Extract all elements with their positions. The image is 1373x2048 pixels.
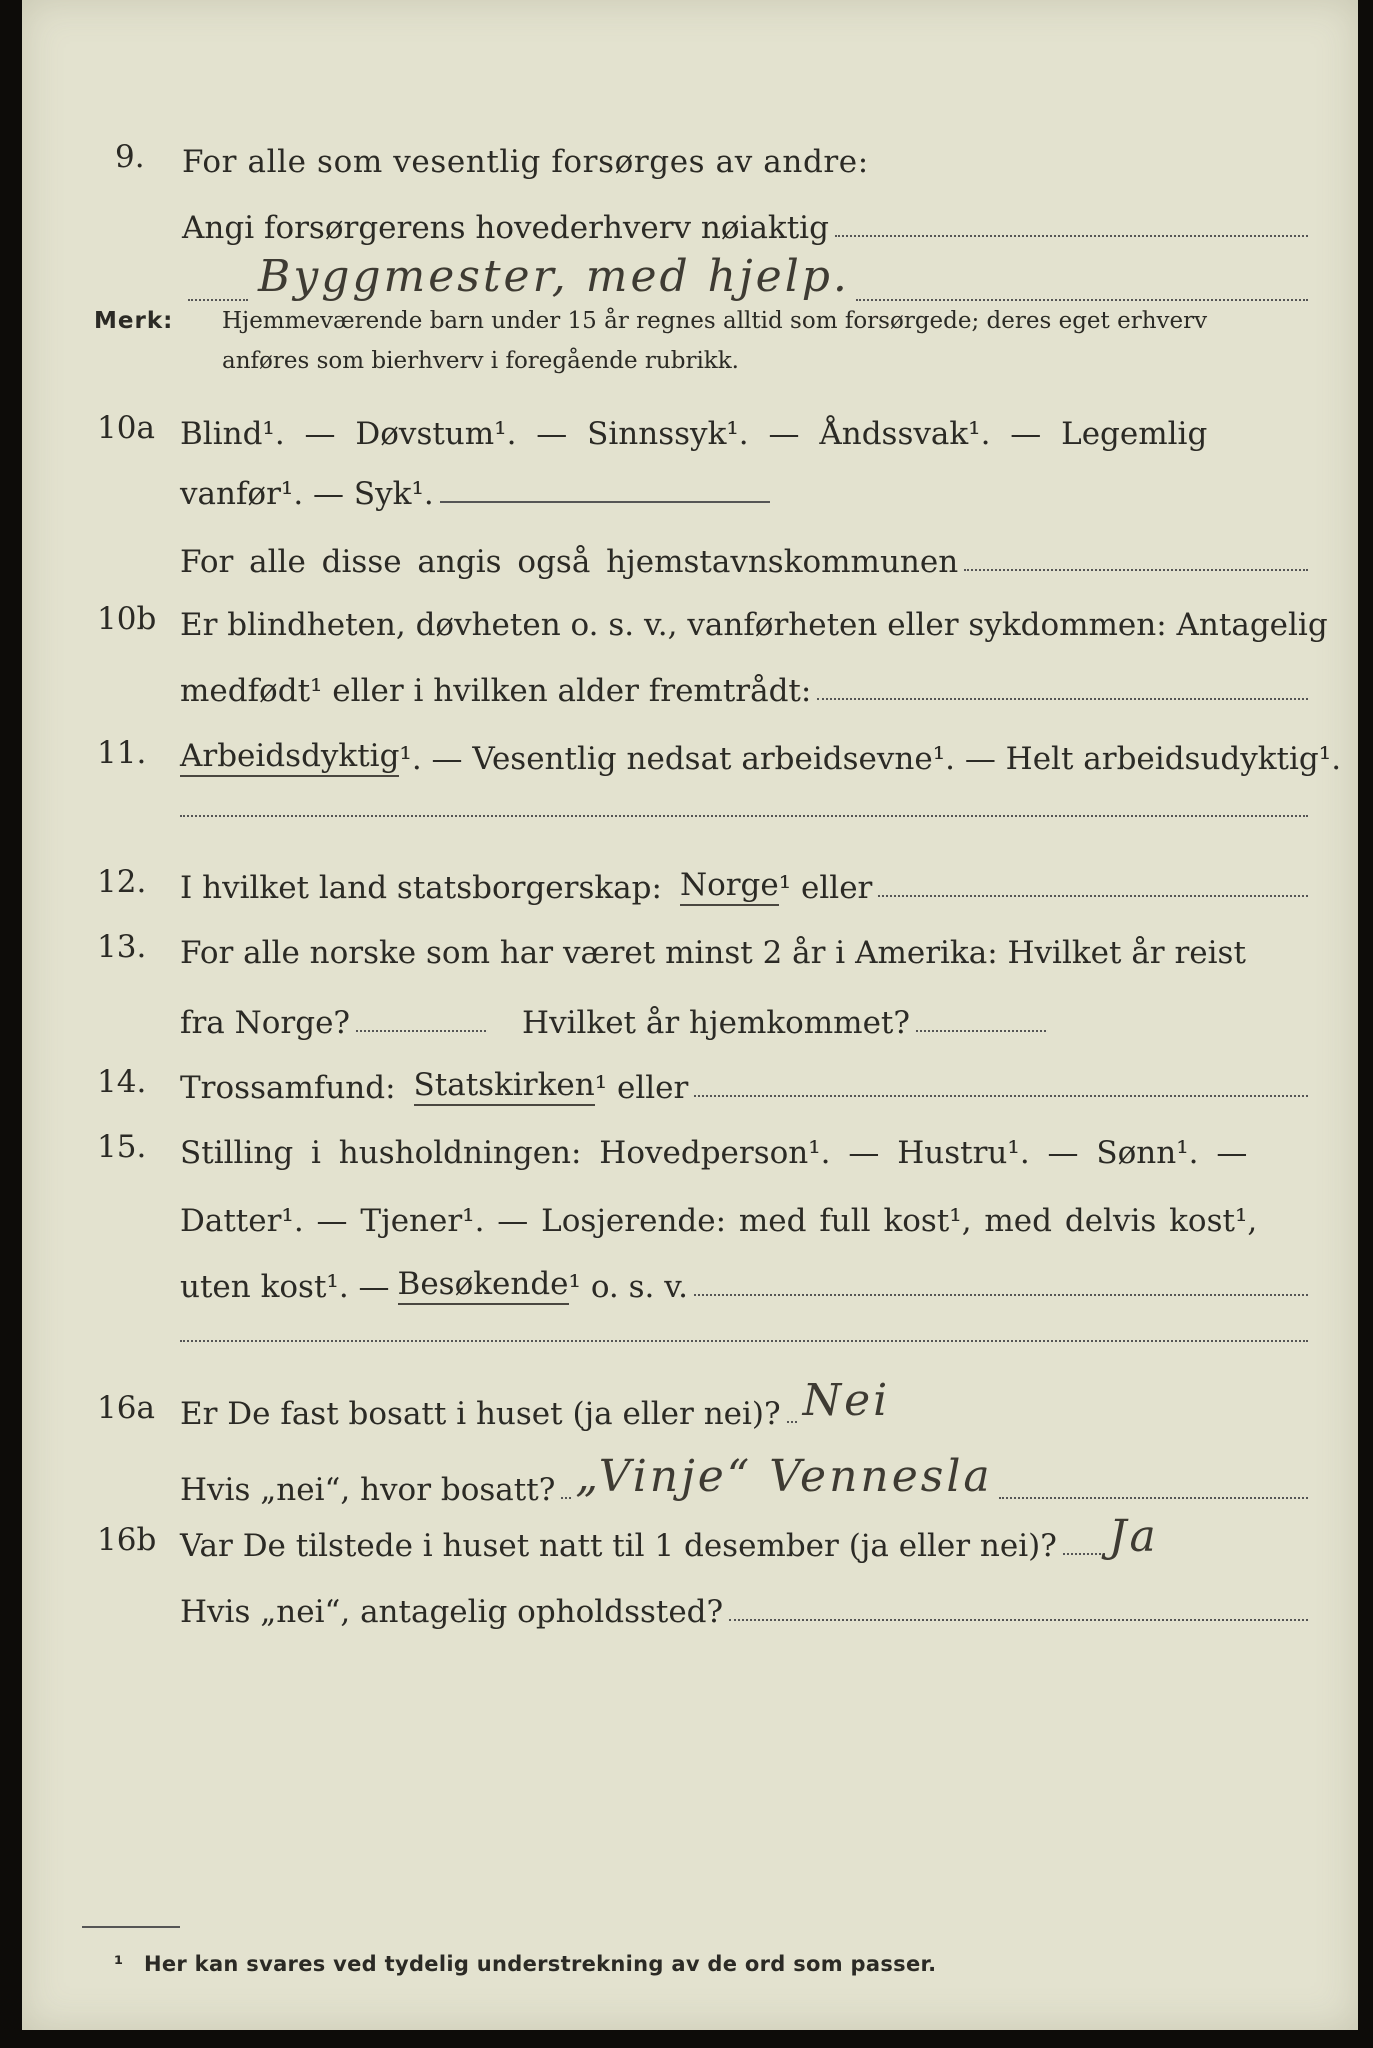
q10a-syk-answer-line bbox=[440, 500, 770, 503]
q16b-line-1[interactable] bbox=[180, 1511, 1318, 1564]
q14-line[interactable] bbox=[180, 1056, 1308, 1106]
q15-line-3[interactable] bbox=[180, 1255, 1308, 1305]
q10b-text-1: Er blindheten, døvheten o. s. v., vanførheten eller sykdommen: Antagelig bbox=[180, 607, 1328, 643]
q12-number: 12. bbox=[97, 864, 147, 900]
q16a-text-1: Er De fast bosatt i huset (ja eller nei)? bbox=[180, 1396, 781, 1432]
q9-prompt: Angi forsørgerens hovederhverv nøiaktig bbox=[182, 210, 829, 246]
q16a-dotted-line bbox=[999, 1496, 1308, 1499]
q10b-number: 10b bbox=[97, 601, 157, 637]
q13-text-1: For alle norske som har været minst 2 år i Amerika: Hvilket år reist bbox=[180, 935, 1246, 971]
q13-hjemkommet-dotted-line bbox=[916, 1029, 1046, 1032]
q15-answer-line[interactable] bbox=[180, 1305, 1308, 1351]
q16b-line-2[interactable] bbox=[180, 1580, 1308, 1630]
q9-title-line bbox=[182, 130, 1278, 180]
merk-line-2 bbox=[222, 338, 1318, 374]
q16a-bosatt-handwriting: „Vinje“ Vennesla bbox=[575, 1451, 993, 1502]
q13-reist-dotted-line bbox=[356, 1029, 486, 1032]
q10a-line-3[interactable] bbox=[180, 530, 1308, 580]
q10a-number: 10a bbox=[97, 410, 155, 446]
q16b-number: 16b bbox=[97, 1522, 157, 1558]
q10a-text-2: vanfør¹. — Syk¹. bbox=[180, 476, 434, 512]
q11-text: ¹. — Vesentlig nedsat arbeidsevne¹. — Helt arbeidsudyktig¹. bbox=[399, 741, 1342, 777]
q13-hjemkommet: Hvilket år hjemkommet? bbox=[522, 1005, 911, 1041]
q16a-answer-handwriting: Nei bbox=[802, 1375, 891, 1426]
q9-prompt-line bbox=[182, 196, 1308, 246]
q16a-line-2[interactable] bbox=[180, 1452, 1308, 1508]
q9-title: For alle som vesentlig forsørges av andre: bbox=[182, 144, 869, 180]
q10b-text-2: medfødt¹ eller i hvilken alder fremtrådt: bbox=[180, 673, 812, 709]
census-form-page bbox=[22, 0, 1358, 2030]
q10b-line-2[interactable] bbox=[180, 659, 1308, 709]
q11-arbeidsdyktig-underlined: Arbeidsdyktig bbox=[180, 738, 399, 777]
q11-answer-line[interactable] bbox=[180, 780, 1308, 826]
q15-text-1: Stilling i husholdningen: Hovedperson¹. — Hustru¹. — Sønn¹. — bbox=[180, 1135, 1248, 1171]
q10b-dotted-line bbox=[817, 697, 1308, 700]
q12-dotted-line bbox=[878, 894, 1308, 897]
q15-extra-dotted-line bbox=[180, 1339, 1308, 1342]
q10a-hjemstavn-dotted-line bbox=[964, 568, 1308, 571]
merk-text-2: anføres som bierhverv i foregående rubrikk. bbox=[222, 348, 739, 374]
q9-number: 9. bbox=[115, 139, 145, 175]
q16a-text-2: Hvis „nei“, hvor bosatt? bbox=[180, 1472, 556, 1508]
q9-answer-handwriting: Byggmester, med hjelp. bbox=[258, 251, 850, 302]
q13-line-1 bbox=[180, 921, 1318, 971]
q16a-line-1[interactable] bbox=[180, 1375, 1318, 1432]
q14-number: 14. bbox=[97, 1064, 147, 1100]
q15-number: 15. bbox=[97, 1129, 147, 1165]
q10a-line-2[interactable] bbox=[180, 462, 1318, 512]
merk-line-1 bbox=[94, 298, 1318, 334]
q12-text-2: ¹ eller bbox=[778, 870, 873, 906]
q11-number: 11. bbox=[97, 735, 147, 771]
q10a-text-3: For alle disse angis også hjemstavnskommunen bbox=[180, 544, 959, 580]
merk-text-1: Hjemmeværende barn under 15 år regnes alltid som forsørgede; deres eget erhverv bbox=[222, 308, 1208, 334]
footnote-rule bbox=[82, 1926, 180, 1928]
q14-dotted-line bbox=[694, 1094, 1308, 1097]
q16b-answer-handwriting: Ja bbox=[1108, 1511, 1159, 1562]
q12-text: I hvilket land statsborgerskap: bbox=[180, 870, 662, 906]
footnote-mark: ¹ bbox=[114, 1952, 124, 1976]
footnote-text: Her kan svares ved tydelig understrekning av de ord som passer. bbox=[144, 1952, 937, 1976]
q16b-text-1: Var De tilstede i huset natt til 1 desember (ja eller nei)? bbox=[180, 1528, 1057, 1564]
q10a-line-1 bbox=[180, 402, 1318, 452]
q13-fra-norge: fra Norge? bbox=[180, 1005, 351, 1041]
q14-text: Trossamfund: bbox=[180, 1070, 396, 1106]
q15-besokende-underlined: Besøkende bbox=[398, 1266, 569, 1305]
q14-text-2: ¹ eller bbox=[594, 1070, 689, 1106]
q15-text-3b: ¹ o. s. v. bbox=[568, 1269, 688, 1305]
q13-number: 13. bbox=[97, 929, 147, 965]
q16b-text-2: Hvis „nei“, antagelig opholdssted? bbox=[180, 1594, 724, 1630]
q13-line-2[interactable] bbox=[180, 991, 1318, 1041]
q12-norge-underlined: Norge bbox=[680, 867, 779, 906]
footnote bbox=[114, 1940, 1318, 1976]
q16a-number: 16a bbox=[97, 1390, 155, 1426]
q15-text-2: Datter¹. — Tjener¹. — Losjerende: med full kost¹, med delvis kost¹, bbox=[180, 1203, 1258, 1239]
q9-prompt-dotted-line bbox=[835, 234, 1308, 237]
q10a-text-1: Blind¹. — Døvstum¹. — Sinnssyk¹. — Åndssvak¹. — Legemlig bbox=[180, 416, 1208, 452]
q11-dotted-line bbox=[180, 814, 1308, 817]
q12-line[interactable] bbox=[180, 856, 1308, 906]
q14-statskirken-underlined: Statskirken bbox=[414, 1067, 595, 1106]
q11-line-1[interactable] bbox=[180, 727, 1342, 777]
q15-line-2 bbox=[180, 1189, 1318, 1239]
q15-line-1 bbox=[180, 1121, 1318, 1171]
q15-text-3a: uten kost¹. — bbox=[180, 1269, 390, 1305]
q15-dotted-line bbox=[694, 1293, 1308, 1296]
q16b-dotted-line bbox=[729, 1618, 1308, 1621]
q10b-line-1 bbox=[180, 593, 1328, 643]
merk-label: Merk: bbox=[94, 308, 174, 334]
